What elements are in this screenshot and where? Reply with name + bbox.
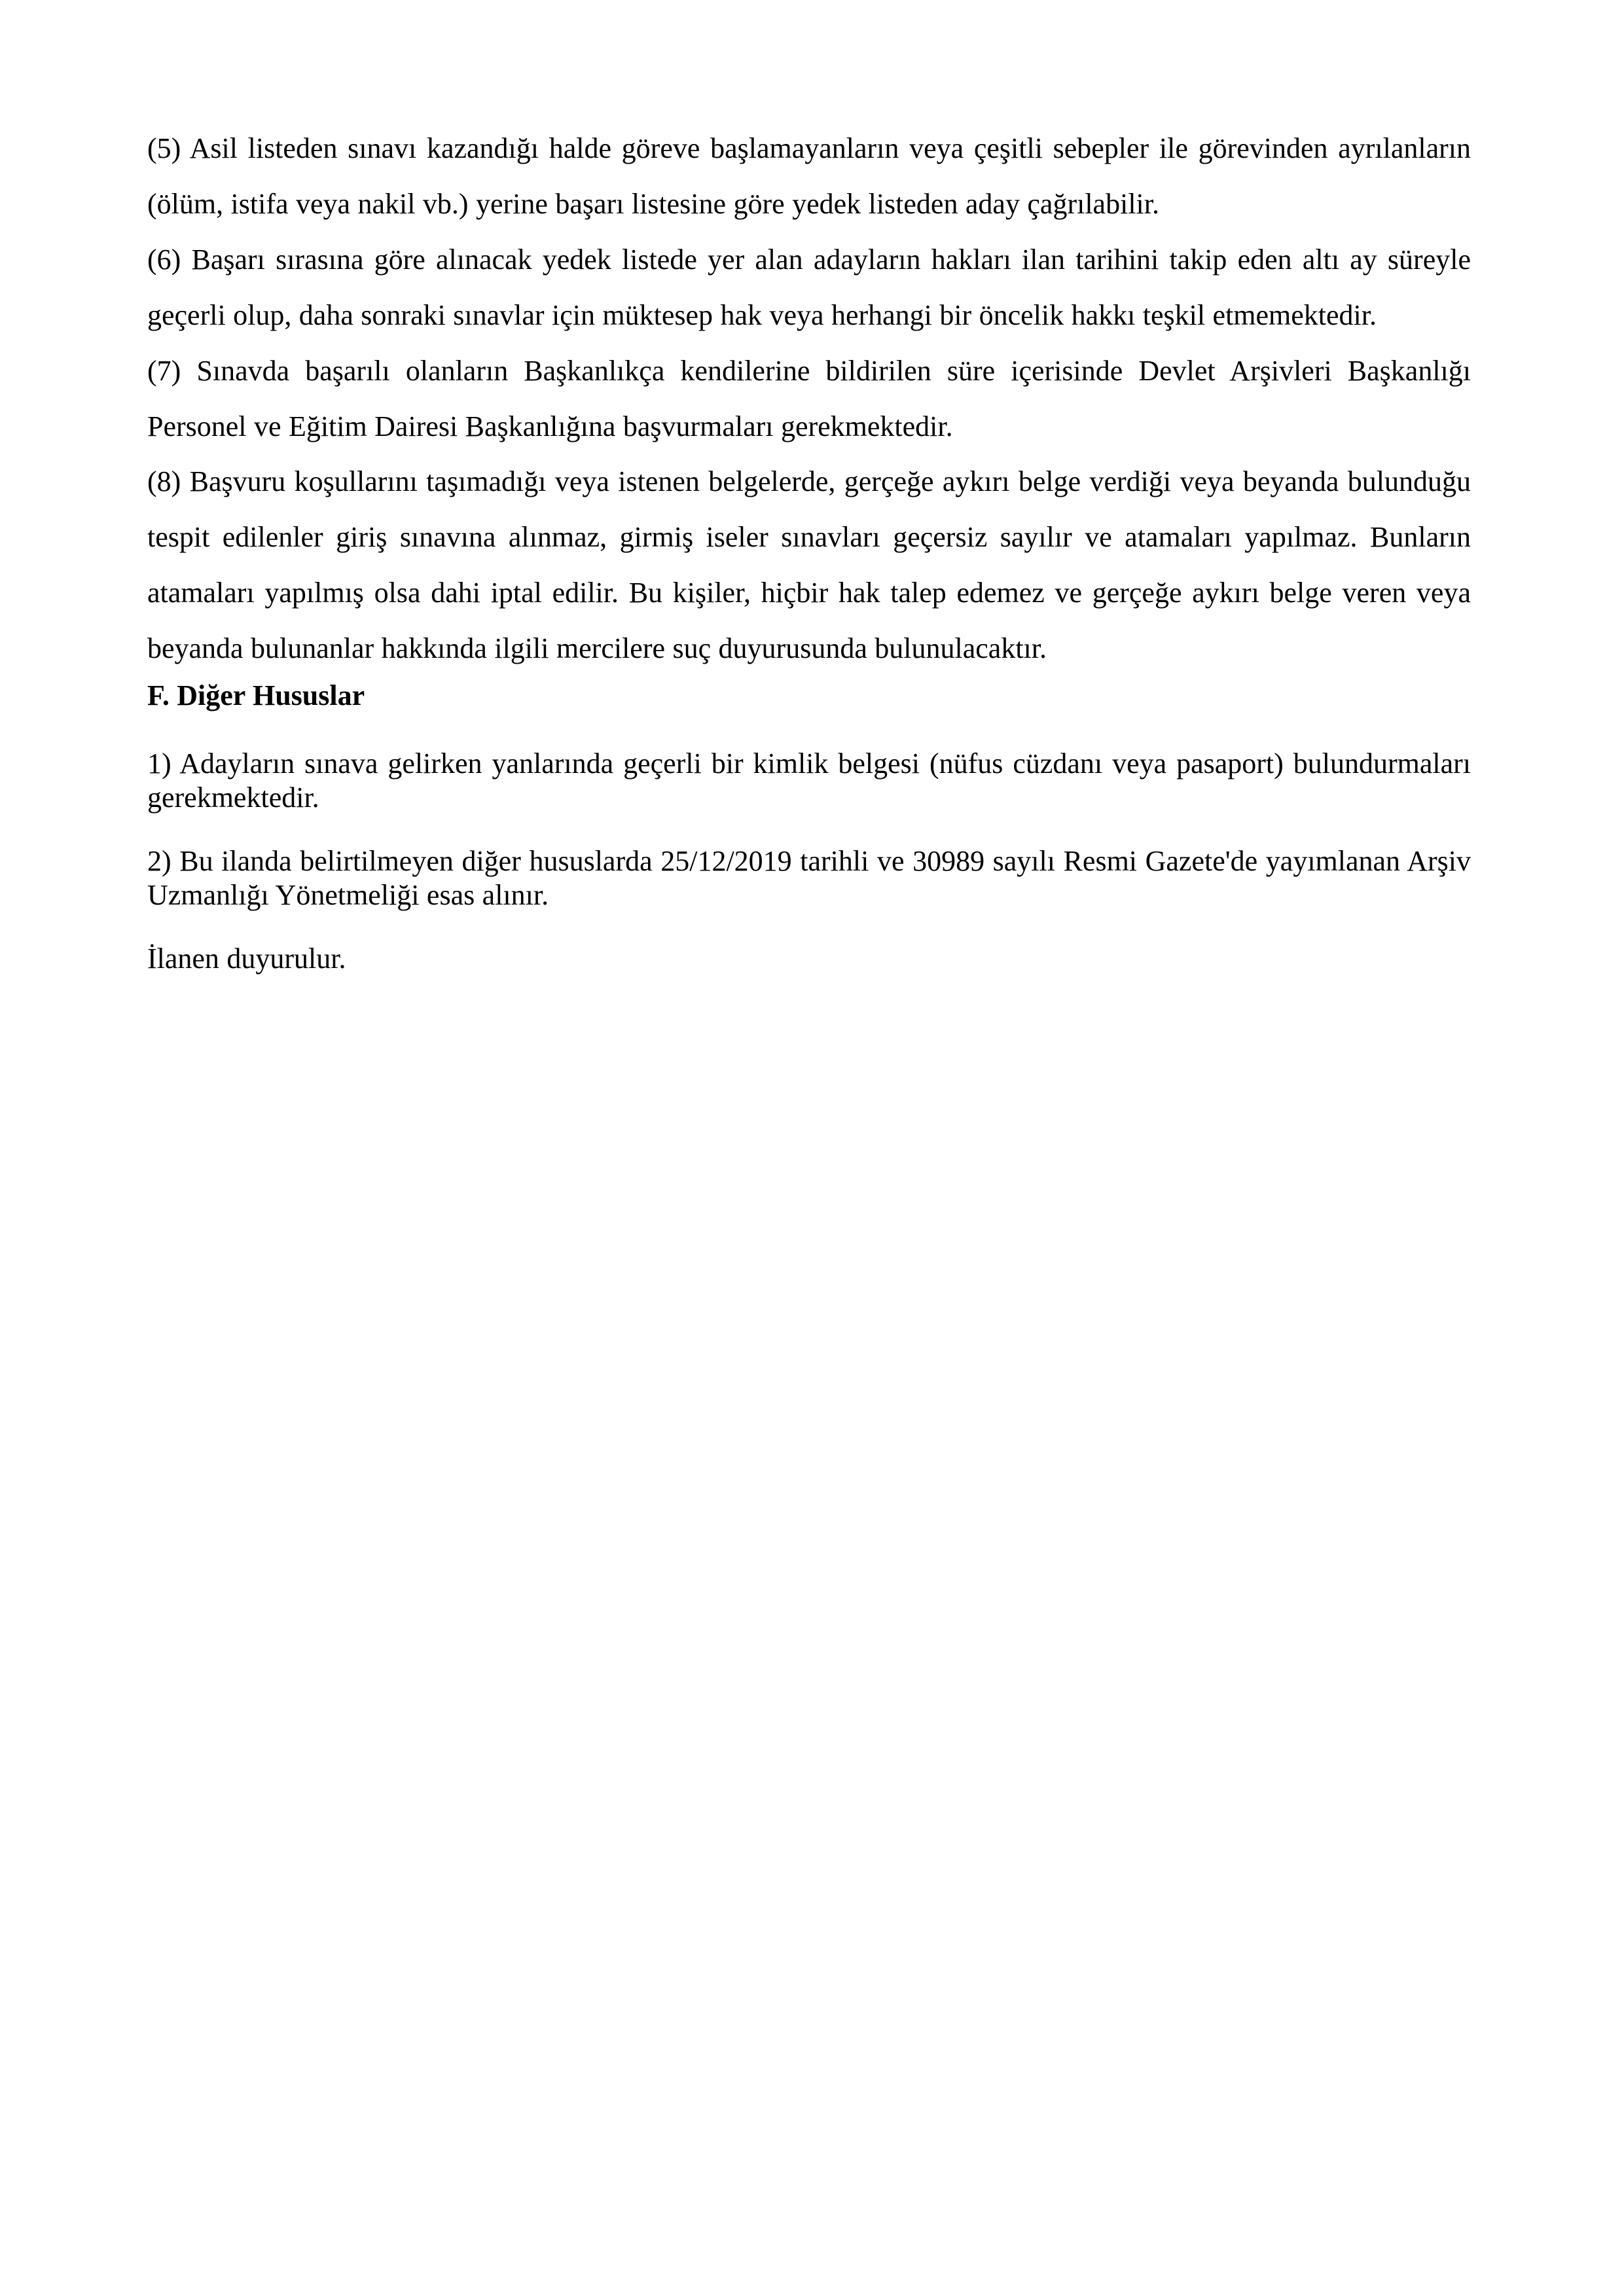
section-heading-diger-hususlar: F. Diğer Hususlar	[147, 679, 365, 712]
list-item-2: 2) Bu ilanda belirtilmeyen diğer hususlarda 25/12/2019 tarihli ve 30989 sayılı Resmi Gazete'de yayımlanan Arşiv Uzmanlığı Yönetmeliği esas alınır.	[147, 845, 1471, 911]
paragraph-8: (8) Başvuru koşullarını taşımadığı veya istenen belgelerde, gerçeğe aykırı belge verdiği veya beyanda bulunduğu tespit edilenler giriş sınavına alınmaz, girmiş iseler sınavları geçersiz sayılır ve atamaları yapılmaz. Bunların atamaları yapılmış olsa dahi iptal edilir. Bu kişiler, hiçbir hak talep edemez ve gerçeğe aykırı belge veren veya beyanda bulunanlar hakkında ilgili mercilere suç duyurusunda bulunulacaktır.	[147, 465, 1471, 665]
paragraph-6: (6) Başarı sırasına göre alınacak yedek listede yer alan adayların hakları ilan tarihini takip eden altı ay süreyle geçerli olup, daha sonraki sınavlar için müktesep hak veya herhangi bir öncelik hakkı teşkil etmemektedir.	[147, 243, 1471, 331]
spacer-before-closing	[147, 912, 1471, 942]
closing-line: İlanen duyurulur.	[147, 942, 346, 975]
spacer-before-item-1	[147, 714, 1471, 747]
document-body	[147, 121, 1471, 976]
spacer-before-item-2	[147, 814, 1471, 844]
paragraph-7: (7) Sınavda başarılı olanların Başkanlıkça kendilerine bildirilen süre içerisinde Devlet Arşivleri Başkanlığı Personel ve Eğitim Dairesi Başkanlığına başvurmaları gerekmektedir.	[147, 354, 1471, 442]
list-item-1: 1) Adayların sınava gelirken yanlarında geçerli bir kimlik belgesi (nüfus cüzdanı veya pasaport) bulundurmaları gerekmektedir.	[147, 747, 1471, 814]
paragraph-5: (5) Asil listeden sınavı kazandığı halde göreve başlamayanların veya çeşitli sebepler ile görevinden ayrılanların (ölüm, istifa veya nakil vb.) yerine başarı listesine göre yedek listeden aday çağrılabilir.	[147, 132, 1471, 220]
